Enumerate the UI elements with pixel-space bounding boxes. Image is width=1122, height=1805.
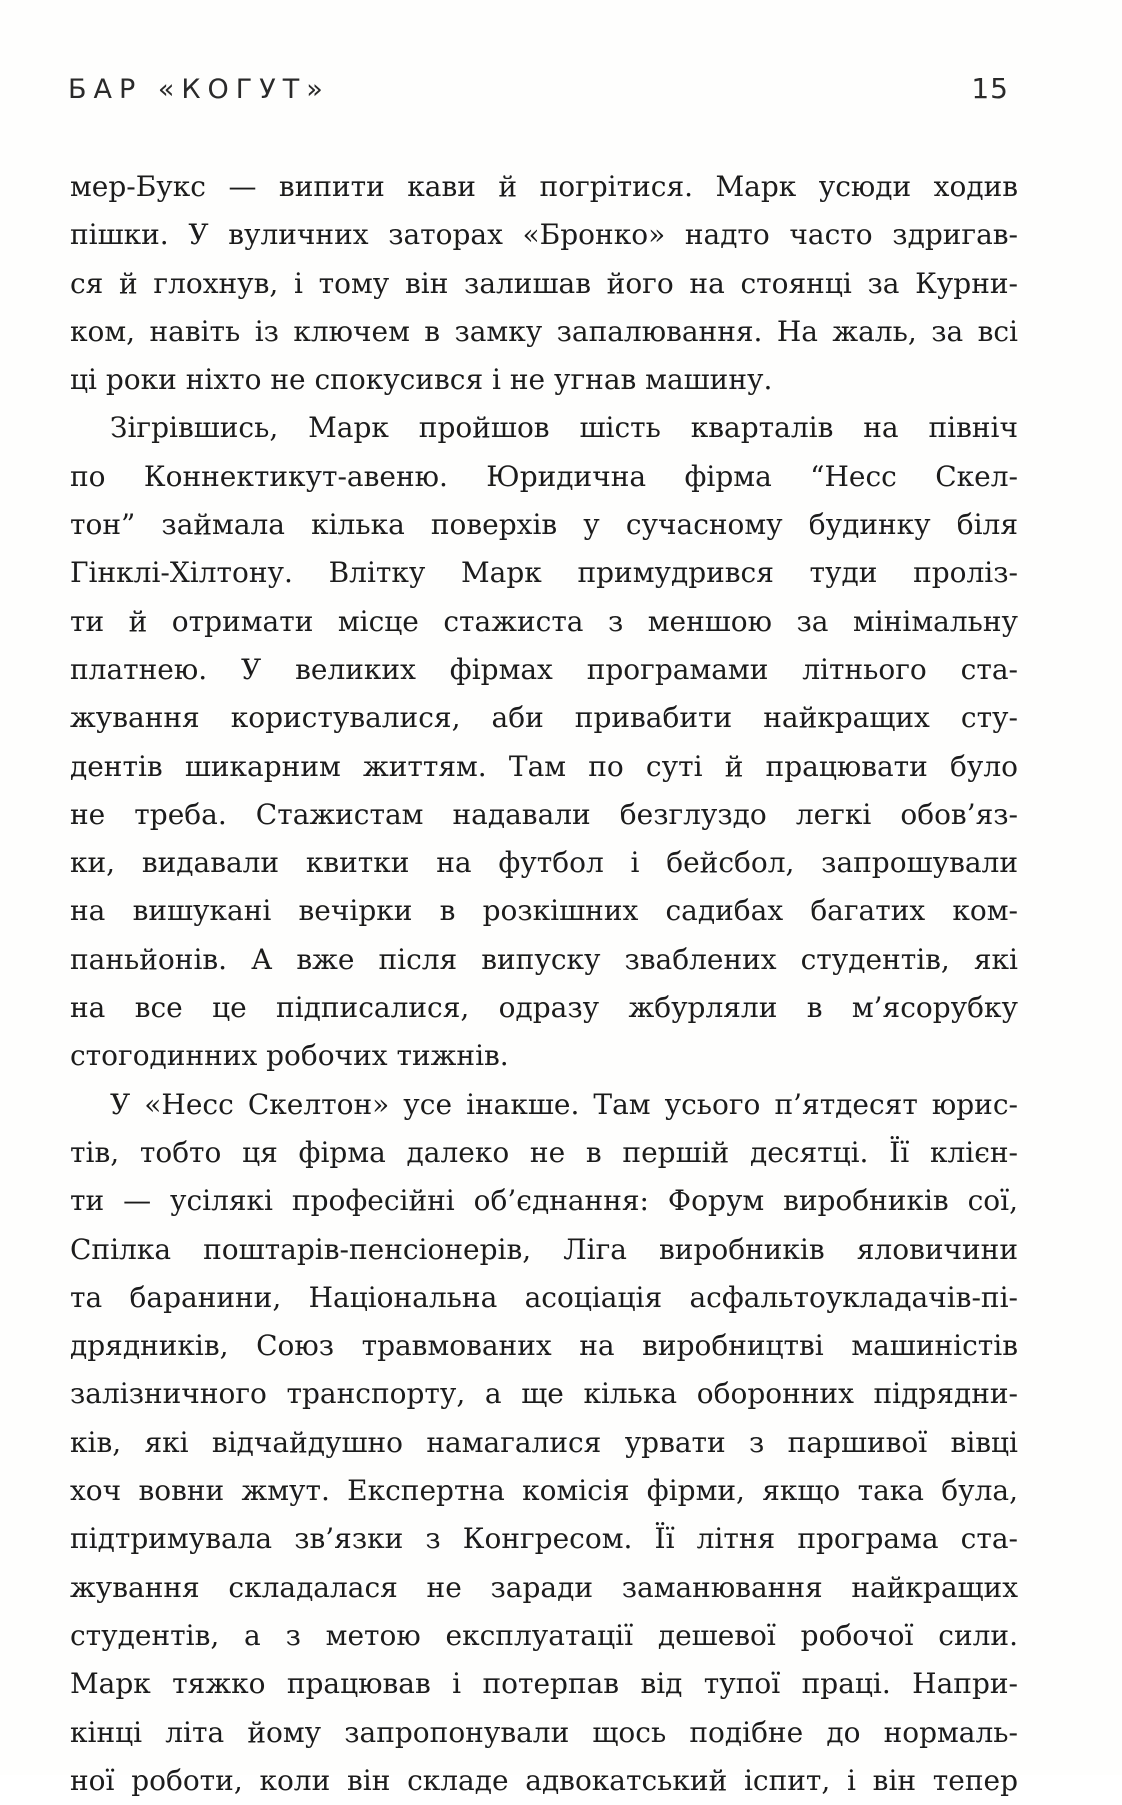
text-line: паньйонів. А вже після випуску зваблених студентів, які bbox=[70, 942, 1018, 976]
text-line: на все це підписалися, одразу жбурляли в м’ясорубку bbox=[70, 991, 1018, 1025]
body-text bbox=[70, 163, 1018, 1805]
text-line: ці роки ніхто не спокусився і не угнав машину. bbox=[70, 363, 773, 397]
text-line: на вишукані вечірки в розкішних садибах багатих ком- bbox=[70, 894, 1018, 928]
text-line: не треба. Стажистам надавали безглуздо легкі обов’яз- bbox=[70, 797, 1018, 831]
text-line: та баранини, Національна асоціація асфальтоукладачів-пі- bbox=[70, 1280, 1018, 1314]
text-line: тон” займала кілька поверхів у сучасному будинку біля bbox=[70, 508, 1018, 542]
text-line: Спілка поштарів-пенсіонерів, Ліга виробників яловичини bbox=[70, 1232, 1018, 1266]
text-line: студентів, а з метою експлуатації дешевої робочої сили. bbox=[70, 1618, 1018, 1652]
text-line: ся й глохнув, і тому він залишав його на стоянці за Курни- bbox=[70, 266, 1018, 300]
running-title: БАР «КОГУТ» bbox=[68, 74, 330, 105]
text-line: залізничного транспорту, а ще кілька оборонних підрядни- bbox=[70, 1377, 1018, 1411]
text-line: жування користувалися, аби привабити найкращих сту- bbox=[70, 701, 1018, 735]
text-line: дрядників, Союз травмованих на виробництві машиністів bbox=[70, 1329, 1018, 1363]
page-number: 15 bbox=[971, 72, 1009, 105]
text-line: дентів шикарним життям. Там по суті й працювати було bbox=[70, 749, 1018, 783]
text-line: жування складалася не заради заманювання найкращих bbox=[70, 1570, 1018, 1604]
text-line: ків, які відчайдушно намагалися урвати з паршивої вівці bbox=[70, 1425, 1018, 1459]
text-line: тів, тобто ця фірма далеко не в першій десятці. Її клієн- bbox=[70, 1135, 1018, 1169]
text-line: Гінклі-Хілтону. Влітку Марк примудрився туди проліз- bbox=[70, 556, 1018, 590]
text-line: хоч вовни жмут. Експертна комісія фірми, якщо така була, bbox=[70, 1474, 1018, 1508]
text-line: по Коннектикут-авеню. Юридична фірма “Несс Скел- bbox=[70, 459, 1018, 493]
text-line: Марк тяжко працював і потерпав від тупої праці. Напри- bbox=[70, 1667, 1018, 1701]
text-line: У «Несс Скелтон» усе інакше. Там усього п’ятдесят юрис- bbox=[110, 1087, 1018, 1121]
text-line: ти й отримати місце стажиста з меншою за мінімальну bbox=[70, 604, 1018, 638]
text-line: стогодинних робочих тижнів. bbox=[70, 1039, 509, 1073]
text-line: підтримувала зв’язки з Конгресом. Її літня програма ста- bbox=[70, 1522, 1018, 1556]
text-line: ки, видавали квитки на футбол і бейсбол, запрошували bbox=[70, 846, 1018, 880]
text-line: ти — усілякі професійні об’єднання: Форум виробників сої, bbox=[70, 1184, 1018, 1218]
text-line: мер-Букс — випити кави й погрітися. Марк усюди ходив bbox=[70, 170, 1018, 203]
text-line: ком, навіть із ключем в замку запалювання. На жаль, за всі bbox=[70, 314, 1018, 348]
text-line: кінці літа йому запропонували щось подібне до нормаль- bbox=[70, 1715, 1018, 1749]
text-line: пішки. У вуличних заторах «Бронко» надто часто здригав- bbox=[70, 218, 1018, 252]
text-line: платнею. У великих фірмах програмами літнього ста- bbox=[70, 652, 1018, 686]
text-line: Зігрівшись, Марк пройшов шість кварталів на північ bbox=[110, 411, 1018, 445]
text-line: ної роботи, коли він складе адвокатський іспит, і він тепер bbox=[70, 1763, 1018, 1797]
